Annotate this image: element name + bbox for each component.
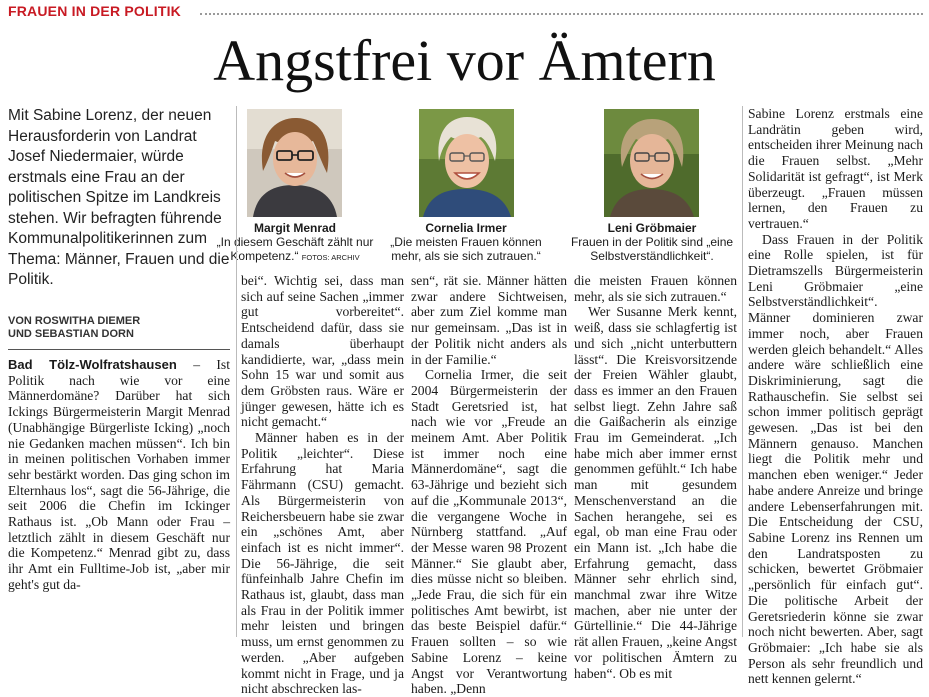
portrait-caption-leni-groebmaier xyxy=(560,221,744,263)
article-column-3 xyxy=(411,273,567,697)
lead-rule xyxy=(8,349,230,350)
portrait-quote: „Die meisten Frauen können mehr, als sie sich zutrauen.“ xyxy=(390,235,542,263)
article-column-4 xyxy=(574,273,737,681)
portrait-caption-cornelia-irmer xyxy=(376,221,556,263)
portrait-quote xyxy=(205,235,385,265)
lead-paragraph: Mit Sabine Lorenz, der neuen Herausforderin von Landrat Josef Niedermaier, würde erstmals eine Frau an der politischen Spitze im Landkreis stehen. Wir befragten führende Kommunalpolitikerinnen zum Thema: Männer, Frauen und die Politik. xyxy=(8,107,230,288)
article-paragraph: Cornelia Irmer, die seit 2004 Bürgermeisterin der Stadt Geretsried ist, hat nach wie vor „Freude an meinem Amt. Aber Politik ist immer noch eine Männerdomäne“, sagt die 63-Jährige und bezieht sich auf die „Kommunale 2013“, die vergangene Woche in Nürnberg stattfand. „Auf der Messe waren 98 Prozent Männer.“ Sie glaubt aber, dies müsse nicht so bleiben. „Jede Frau, die sich für ein politisches Amt bewirbt, ist das beste Beispiel dafür.“ Frauen sollten – so wie Sabine Lorenz – keine Angst vor Verantwortung haben. „Denn xyxy=(411,367,567,697)
portrait-photo-cornelia-irmer xyxy=(419,109,514,217)
article-column-1 xyxy=(8,357,230,637)
article-paragraph: Wer Susanne Merk kennt, weiß, dass sie schlagfertig ist und sich „nicht unterbuttern lässt“. Die Kreisvorsitzende der Freien Wähler glaubt, dass es immer an den Frauen selbst liegt. Zehn Jahre saß die Gaißacherin als einzige Frau im Gemeinderat. „Ich habe mich aber immer ernst genommen gefühlt.“ Ich habe man mit gesundem Menschenverstand an die Sachen herangehe, sei es egal, ob man eine Frau oder ein Mann ist. „Ich habe die Erfahrung gemacht, dass Männer sehr ehrlich sind, manchmal zwar ihre Witze machen, aber nie unter der Gürtellinie.“ Die 44-Jährige rät allen Frauen, „keine Angst vor politischen Ämtern zu haben“. Ob es mit xyxy=(574,304,737,681)
article-column-2 xyxy=(241,273,404,697)
portrait-quote-text: „In diesem Geschäft zählt nur Kompetenz.“ xyxy=(216,235,374,263)
portrait-name: Cornelia Irmer xyxy=(425,221,507,235)
byline-line: UND SEBASTIAN DORN xyxy=(8,328,134,340)
article-paragraph: Männer haben es in der Politik „leichter“. Diese Erfahrung hat Maria Fährmann (CSU) gemacht. Als Bürgermeisterin von Reichersbeuern habe sie zwar ein „schönes Amt, aber einfach ist es nicht immer“. Die 56-Jährige, die seit fünfeinhalb Jahre Chefin im Rathaus ist, glaubt, dass man als Frau in der Politik immer mehr leisten und bringen muss, um ernst genommen zu werden. „Aber aufgeben kommt nicht in Frage, und ja nicht abschrecken las- xyxy=(241,430,404,697)
column-divider xyxy=(236,106,237,637)
portrait-name: Margit Menrad xyxy=(253,221,336,235)
headline: Angstfrei vor Ämtern xyxy=(213,28,716,93)
section-kicker: FRAUEN IN DER POLITIK xyxy=(8,3,181,19)
portrait-photo-margit-menrad xyxy=(247,109,342,217)
portrait-name: Leni Gröbmaier xyxy=(607,221,697,235)
article-paragraph: Dass Frauen in der Politik eine Rolle spielen, ist für Dietramszells Bürgermeisterin Leni Gröbmaier „eine Selbstverständlichkeit“. Männer dominieren zwar immer noch, aber Frauen werden gleich behandelt.“ Alles andere wäre schließlich eine Diskriminierung, sagt die Rathauschefin. Sie selbst sei schon immer politisch geprägt gewesen. „Das ist bei den Männern genauso. Manchen liegt die Politik mehr und manchen eben weniger.“ Jeder habe andere Anreize und bringe andere Lebenserfahrungen mit. Die Entscheidung der CSU, Sabine Lorenz ins Rennen um den Landratsposten zu schicken, bewertet Gröbmaier „persönlich für einfach gut“. Die politische Arbeit der Geretsriederin könne sie zwar noch nicht bewerten. Aber, sagt Gröbmaier: „Ich habe sie als Person als sehr freundlich und nett kennen gelernt.“ xyxy=(748,231,923,687)
article-column-5 xyxy=(748,106,923,687)
article-paragraph xyxy=(8,357,230,593)
article-paragraph: Sabine Lorenz erstmals eine Landrätin geben wird, entscheiden ihrer Meinung nach die Frauen selbst. „Mehr Solidarität ist gefragt“, ist Merk überzeugt. „Frauen müssen lernen, den Frauen zu vertrauen.“ xyxy=(748,106,923,231)
photo-credit: FOTOS: ARCHIV xyxy=(301,253,360,262)
article-text: – Ist Politik nach wie vor eine Männerdomäne? Darüber hat sich Ickings Bürgermeisterin Margit Menrad (Unabhängige Bürgerliste Icking) „noch nie Gedanken machen müssen“. Ich bin in meinen politischen Vorhaben immer sehr bestärkt worden. Das ging schon im Elternhaus los“, sagt die 56-Jährige, die seit 2006 die Chefin im Ickinger Rathaus ist. „Ob Mann oder Frau – letztlich zählt in diesem Geschäft nur die Kompetenz.“ Menrad gibt zu, dass ihr Amt ein Fulltime-Job ist, „aber mir geht's gut da- xyxy=(8,357,230,592)
dateline: Bad Tölz-Wolfratshausen xyxy=(8,357,177,372)
article-paragraph: die meisten Frauen können mehr, als sie sich zutrauen.“ xyxy=(574,273,737,304)
byline xyxy=(8,315,230,341)
article-paragraph: bei“. Wichtig sei, dass man sich auf seine Sachen „immer gut vorbereitet“. Entscheidend dafür, dass sie damals überhaupt kandidierte, war, „dass mein Sohn 15 war und somit aus dem Gröbsten raus. Wäre er jünger gewesen, hätte ich es nicht gemacht.“ xyxy=(241,273,404,430)
article-paragraph: sen“, rät sie. Männer hätten zwar andere Sichtweisen, aber zum Ziel komme man nur gemeinsam. „Das ist in der Politik nicht anders als in der Familie.“ xyxy=(411,273,567,367)
column-divider xyxy=(742,106,743,637)
byline-line: VON ROSWITHA DIEMER xyxy=(8,315,141,327)
portrait-quote: Frauen in der Politik sind „eine Selbstverständlichkeit“. xyxy=(570,235,734,263)
portrait-photo-leni-groebmaier xyxy=(604,109,699,217)
portrait-caption-margit-menrad xyxy=(205,221,385,265)
kicker-dotted-rule xyxy=(200,13,923,15)
